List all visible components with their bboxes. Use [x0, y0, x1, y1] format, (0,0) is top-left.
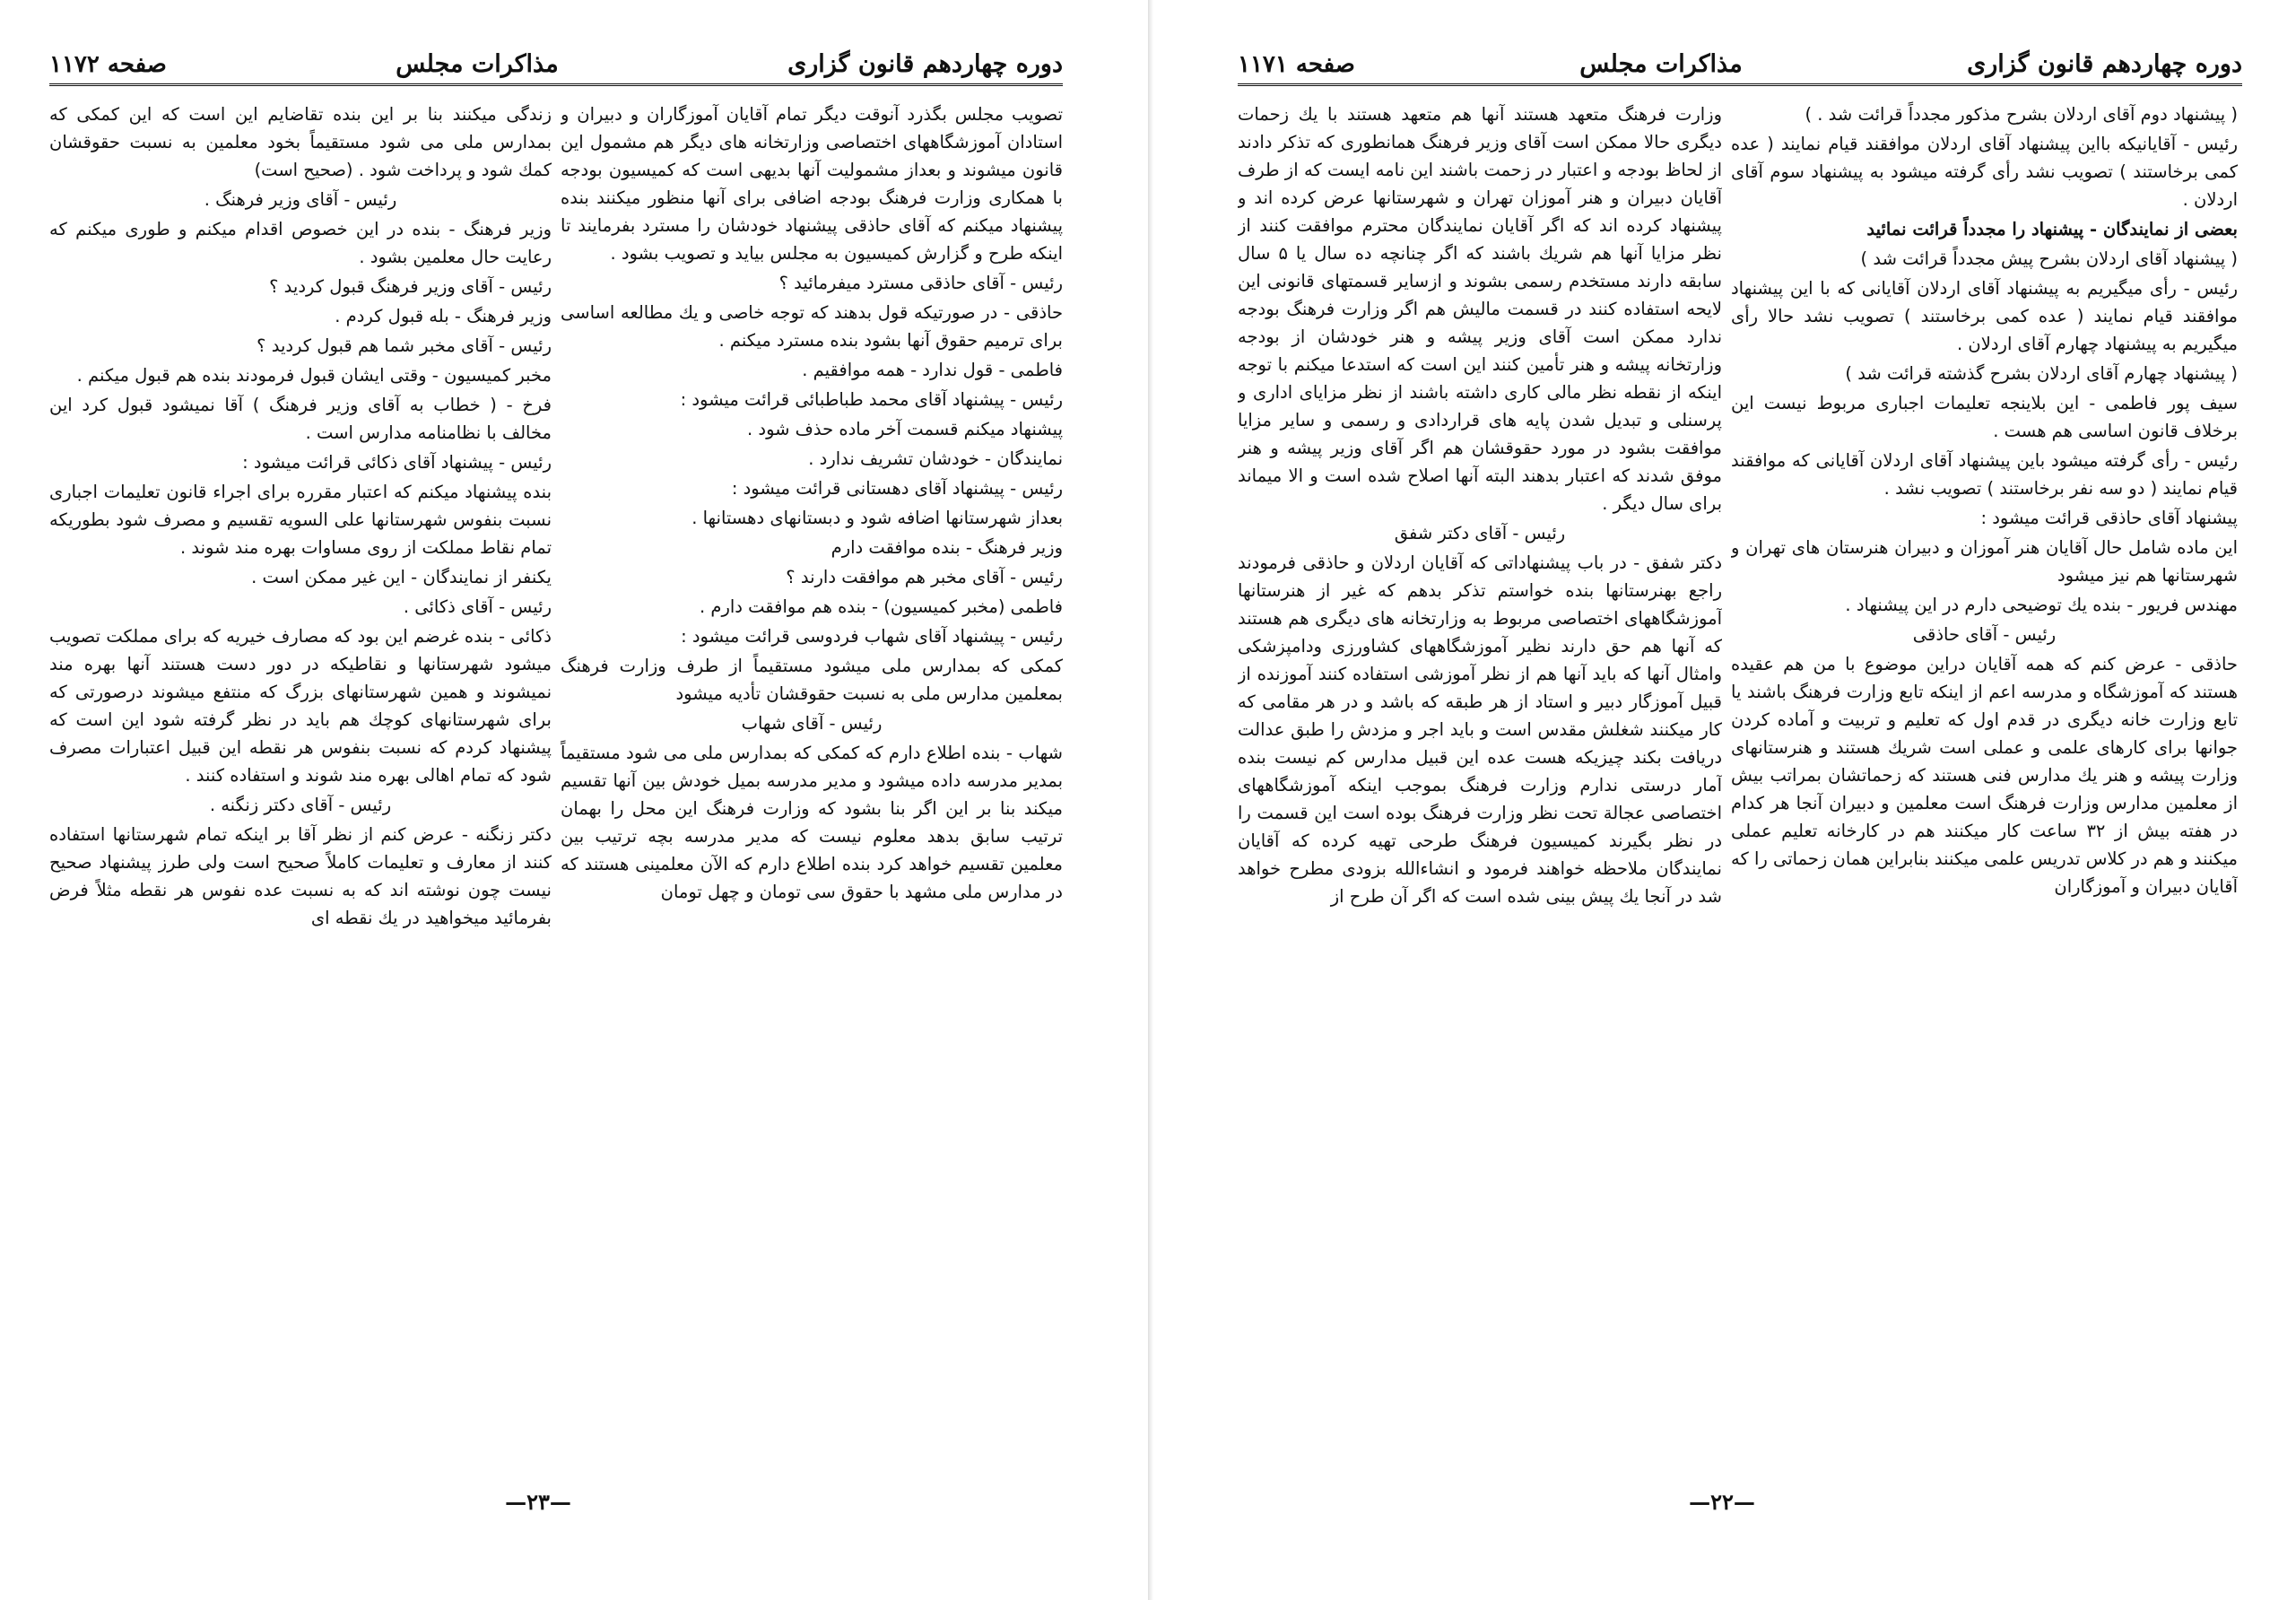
text-column-right: [1731, 100, 2238, 1482]
paragraph: زندگی میکنند بنا بر این بنده تقاضایم این است که این کمکی که بمدارس ملی می شود مستقیماً بخود معلمین به نسبت حقوقشان کمك شود و پرداخت شود . (صحیح است): [49, 104, 552, 180]
paragraph: سیف پور فاطمی - این بلاینجه تعلیمات اجباری مربوط نیست این برخلاف قانون اساسی هم هست .: [1731, 393, 2238, 441]
paragraph: رئیس - آقای حاذقی مسترد میفرمائید ؟: [778, 273, 1063, 293]
paragraph: دکتر زنگنه - عرض کنم از نظر آقا بر اینکه تمام شهرستانها استفاده کنند از معارف و تعلیمات کاملاً صحیح است ولی طرز پیشنهاد صحیح نیست چون نوشته اند که به نسبت عده نفوس هر نقطه مثلاً فرض بفرمائید میخواهید در یك نقطه ای: [49, 824, 552, 928]
section-title: مذاکرات مجلس: [1579, 50, 1743, 78]
paragraph: رئیس - آقای دکتر زنگنه .: [209, 795, 392, 815]
paragraph: ذکائی - بنده غرضم این بود که مصارف خیریه که برای مملکت تصویب میشود شهرستانها و نقاطیکه در دور دست هستند آنها بهره مند نمیشوند و همین شهرستانهای بزرگ که منتفع میشوند درصورتی که برای شهرستانهای کوچك هم باید در نظر گرفته شود این است که پیشنهاد کردم که نسبت بنفوس هر نقطه این قبیل اعتبارات مصرف شود که تمام اهالی بهره مند شوند و استفاده کنند .: [49, 626, 552, 786]
paragraph: حاذقی - عرض کنم که همه آقایان دراین موضوع با من هم عقیده هستند که آموزشگاه و مدرسه اعم از اینکه تابع وزارت فرهنگ باشند یا تابع وزارت خانه دیگری در قدم اول که تعلیم و تربیت و آماده کردن جوانها برای کارهای علمی و عملی است شریك هستند و هنرستانهای وزارت پیشه و هنر یك مدارس فنی هستند که زحماتشان بمراتب بیش از معلمین مدارس وزارت فرهنگ است معلمین و دبیران آنجا هر کدام در هفته بیش از ۳۲ ساعت کار میکنند هم در کارخانه تعلیم عملی میکنند و هم در کلاس تدریس علمی میکنند بنابراین همان زحماتی را که آقایان دبیران و آموزگاران: [1731, 654, 2238, 897]
page-1171: [1148, 0, 2296, 1600]
paragraph: رئیس - پیشنهاد آقای دهستانی قرائت میشود :: [731, 478, 1063, 499]
paragraph: رئیس - رأی میگیریم به پیشنهاد آقای اردلان آقایانی که با این پیشنهاد موافقند قیام نمایند ( عده کمی برخاستند ) تصویب نشد حالا رأی میگیریم به پیشنهاد چهارم آقای اردلان .: [1731, 278, 2238, 354]
paragraph: دکتر شفق - در باب پیشنهاداتی که آقایان اردلان و حاذقی فرمودند راجع بهنرستانها بنده خواستم تذکر بدهم که غیر از هنرستانها آموزشگاههای اختصاصی مربوط به وزارتخانه های دیگری هم هستند که آنها هم حق دارند نظیر آموزشگاههای کشاورزی ودامپزشکی وامثال آنها که باید آنها هم از نظر آموزشی استفاده کنند آموزنده از قبیل آموزگار دبیر و استاد از هر طبقه که باشد و در هر مقامی که کار میکنند شغلش مقدس است و باید اجر و مزدش را طبق عدالت دریافت بکند چیزیکه هست عده این قبیل مدارس کم نیست بنده آمار درستی ندارم وزارت فرهنگ بموجب اینکه آموزشگاههای اختصاصی عجالة تحت نظر وزارت فرهنگ بوده است این قسمت را در نظر بگیرند کمیسیون فرهنگ طرحی تهیه کرده که آقایان نمایندگان ملاحظه خواهند فرمود و انشاءالله بزودی مطرح خواهد شد در آنجا یك پیش بینی شده است که اگر آن طرح از: [1238, 552, 1722, 907]
page-folio: —۲۲—: [1689, 1489, 1755, 1515]
paragraph: ( پیشنهاد آقای اردلان بشرح پیش مجدداً قرائت شد ): [1860, 248, 2238, 269]
paragraph: رئیس - آقای دکتر شفق: [1394, 523, 1566, 543]
page-header: [49, 45, 1063, 86]
paragraph: وزارت فرهنگ متعهد هستند آنها هم متعهد هستند با یك زحمات دیگری حالا ممکن است آقای وزیر فرهنگ همانطوری که تذکر دادند از لحاظ بودجه و اعتبار در زحمت باشند این نامه ایست که از طرف آقایان دبیران و هنر آموزان تهران و شهرستانها عرض کرده اند و پیشنهاد کرده اند که اگر آقایان نمایندگان محترم موافقت کنند از نظر مزایا آنها هم شریك باشند که اگر چنانچه ده سال یا ۵ سال سابقه دارند مستخدم رسمی بشوند و ازسایر قسمتهای قانونی این لایحه استفاده کنند در قسمت مالیش هم اگر وزارت فرهنگ بودجه ندارد ممکن است آقای وزیر پیشه و هنر خودشان از بودجه وزارتخانه پیشه و هنر تأمین کنند این است که استدعا میکنم با توجه اینکه از نقطه نظر مالی کاری داشته باشند از نظر مزایای اداری و پرسنلی و تبدیل شدن پایه های قراردادی و رسمی و سایر مزایا موافقت بشود در مورد حقوقشان هم اگر آقای وزیر پیشه و هنر موفق شدند که اعتبار بدهند البته آنها اصلاح شده است و الا میماند برای سال دیگر .: [1238, 104, 1722, 514]
paragraph: حاذقی - در صورتیکه قول بدهند که توجه خاصی و یك مطالعه اساسی برای ترمیم حقوق آنها بشود بنده مسترد میکنم .: [561, 302, 1063, 351]
paragraph: رئیس - پیشنهاد آقای شهاب فردوسی قرائت میشود :: [681, 626, 1063, 647]
paragraph: رئیس - آقای مخبر شما هم قبول کردید ؟: [257, 335, 552, 356]
paragraph: رئیس - آقای مخبر هم موافقت دارند ؟: [786, 567, 1063, 587]
text-column-left: [1238, 100, 1722, 1482]
session-title: دوره چهاردهم قانون گزاری: [787, 50, 1063, 78]
paragraph: رئیس - آقای شهاب: [741, 713, 883, 734]
paragraph: رئیس - آقای حاذقی: [1912, 624, 2057, 645]
paragraph: رئیس - آقای ذکائی .: [403, 596, 552, 617]
paragraph: مهندس فریور - بنده یك توضیحی دارم در این پیشنهاد .: [1845, 595, 2238, 615]
paragraph: فاطمی (مخبر کمیسیون) - بنده هم موافقت دارم .: [699, 596, 1063, 617]
text-column-left: [49, 100, 552, 1482]
paragraph: پیشنهاد میکنم قسمت آخر ماده حذف شود .: [746, 419, 1063, 439]
page-number-label: صفحه ۱۱۷۱: [1238, 50, 1355, 78]
paragraph: پیشنهاد آقای حاذقی قرائت میشود :: [1980, 508, 2238, 528]
paragraph: وزیر فرهنگ - بله قبول کردم .: [335, 306, 552, 326]
page-header: [1238, 45, 2242, 86]
section-title: مذاکرات مجلس: [396, 50, 559, 78]
paragraph: این ماده شامل حال آقایان هنر آموزان و دبیران هنرستان های تهران و شهرستانها هم نیز میشود: [1731, 537, 2238, 586]
paragraph: رئیس - آقای وزیر فرهنگ قبول کردید ؟: [269, 276, 552, 297]
text-column-right: [561, 100, 1063, 1482]
paragraph: رئیس - پیشنهاد آقای ذکائی قرائت میشود :: [242, 452, 552, 473]
paragraph: وزیر فرهنگ - بنده موافقت دارم: [831, 537, 1063, 558]
paragraph: مخبر کمیسیون - وقتی ایشان قبول فرمودند بنده هم قبول میکنم .: [76, 365, 552, 386]
session-title: دوره چهاردهم قانون گزاری: [1967, 50, 2242, 78]
paragraph: رئیس - آقای وزیر فرهنگ .: [204, 189, 397, 210]
paragraph: بعداز شهرستانها اضافه شود و دبستانهای دهستانها .: [691, 508, 1063, 528]
paragraph: رئیس - پیشنهاد آقای محمد طباطبائی قرائت میشود :: [680, 389, 1063, 410]
paragraph: وزیر فرهنگ - بنده در این خصوص اقدام میکنم و طوری میکنم که رعایت حال معلمین بشود .: [49, 219, 552, 267]
paragraph: یکنفر از نمایندگان - این غیر ممکن است .: [251, 567, 552, 587]
paragraph: فرخ - ( خطاب به آقای وزیر فرهنگ ) آقا نمیشود قبول کرد این مخالف با نظامنامه مدارس است .: [49, 395, 552, 443]
paragraph: تصویب مجلس بگذرد آنوقت دیگر تمام آقایان آموزگاران و دبیران و استادان آموزشگاههای اختصاصی وزارتخانه های دیگر هم مشمول این قانون میشوند و بعداز مشمولیت آنها بدیهی است که کمیسیون بودجه با همکاری وزارت فرهنگ بودجه اضافی برای آنها منظور میکنند بنده پیشنهاد میکنم که آقای حاذقی پیشنهاد خودشان را مسترد بفرمایند تا اینکه طرح و گزارش کمیسیون به مجلس بیاید و تصویب بشود .: [561, 104, 1063, 264]
paragraph: بعضی از نمایندگان - پیشنهاد را مجدداً قرائت نمائید: [1866, 219, 2238, 239]
paragraph: ( پیشنهاد چهارم آقای اردلان بشرح گذشته قرائت شد ): [1845, 363, 2238, 384]
paragraph: رئیس - آقایانیکه بااین پیشنهاد آقای اردلان موافقند قیام نمایند ( عده کمی برخاستند ) تصویب نشد رأی گرفته میشود به پیشنهاد سوم آقای اردلان .: [1731, 134, 2238, 210]
paragraph: فاطمی - قول ندارد - همه موافقیم .: [802, 360, 1063, 380]
paragraph: رئیس - رأی گرفته میشود باین پیشنهاد آقای اردلان آقایانی که موافقند قیام نمایند ( دو سه نفر برخاستند ) تصویب نشد .: [1731, 450, 2238, 499]
paragraph: بنده پیشنهاد میکنم که اعتبار مقرره برای اجراء قانون تعلیمات اجباری نسبت بنفوس شهرستانها علی السویه تقسیم و مصرف شود بطوریکه تمام نقاط مملکت از روی مساوات بهره مند شوند .: [49, 482, 552, 558]
paragraph: کمکی که بمدارس ملی میشود مستقیماً از طرف وزارت فرهنگ بمعلمین مدارس ملی به نسبت حقوقشان تأدیه میشود: [561, 656, 1063, 704]
paragraph: شهاب - بنده اطلاع دارم که کمکی که بمدارس ملی می شود مستقیماً بمدیر مدرسه داده میشود و مدیر مدرسه بمیل خودش بین آنها تقسیم میکند بنا بر این اگر بنا بشود که وزارت فرهنگ این محل را بهمان ترتیب سابق بدهد معلوم نیست که مدیر مدرسه بچه ترتیب بین معلمین تقسیم خواهد کرد بنده اطلاع دارم که الآن معلمینی هستند که در مدارس ملی مشهد با حقوق سی تومان و چهل تومان: [561, 743, 1063, 902]
page-number-label: صفحه ۱۱۷۲: [49, 50, 167, 78]
page-folio: —۲۳—: [505, 1489, 571, 1515]
paragraph: ( پیشنهاد دوم آقای اردلان بشرح مذکور مجدداً قرائت شد . ): [1805, 104, 2238, 125]
paragraph: نمایندگان - خودشان تشریف ندارد .: [808, 448, 1063, 469]
